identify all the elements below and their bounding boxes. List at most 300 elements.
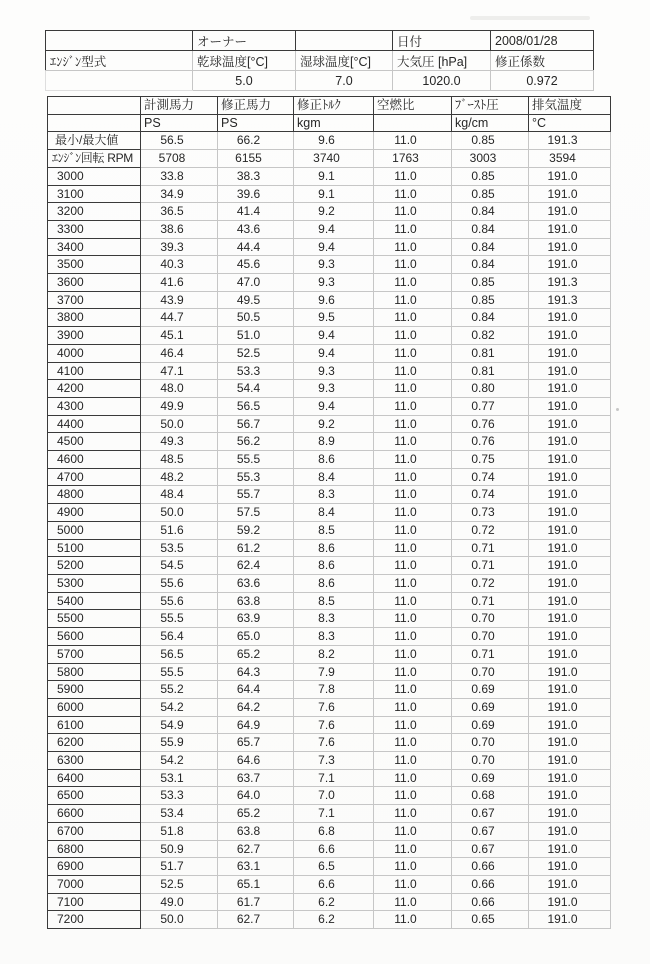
data-value-0: 54.5 [141, 557, 218, 575]
unit-cell-5: kg/cm [452, 114, 529, 132]
info-cell-r0c3: 日付 [393, 31, 491, 51]
data-value-5: 191.0 [529, 504, 611, 522]
data-value-5: 191.0 [529, 716, 611, 734]
data-value-2: 9.5 [294, 309, 374, 327]
rpm-data-row [48, 397, 611, 415]
data-table [47, 96, 611, 929]
data-value-2: 9.6 [294, 291, 374, 309]
data-value-5: 191.0 [529, 167, 611, 185]
data-value-4: 0.81 [452, 362, 529, 380]
rpm-data-row [48, 787, 611, 805]
info-cell-r2c4: 0.972 [491, 71, 594, 91]
rpm-label: 6600 [48, 805, 141, 823]
info-cell-r2c0 [46, 71, 193, 91]
data-value-4: 0.74 [452, 468, 529, 486]
data-value-4: 0.84 [452, 256, 529, 274]
rpm-data-row [48, 663, 611, 681]
data-value-1: 43.6 [218, 220, 294, 238]
rpm-label: 6300 [48, 752, 141, 770]
data-value-4: 0.75 [452, 451, 529, 469]
data-value-0: 45.1 [141, 327, 218, 345]
rpm-data-row [48, 539, 611, 557]
data-value-2: 9.4 [294, 238, 374, 256]
data-value-5: 191.0 [529, 805, 611, 823]
data-value-4: 0.82 [452, 327, 529, 345]
data-value-3: 11.0 [374, 557, 452, 575]
data-value-0: 41.6 [141, 274, 218, 292]
data-value-5: 191.0 [529, 875, 611, 893]
unit-cell-4 [374, 114, 452, 132]
data-value-2: 7.1 [294, 805, 374, 823]
summary-value-1: 66.2 [218, 132, 294, 150]
rpm-data-row [48, 557, 611, 575]
rpm-data-row [48, 468, 611, 486]
data-value-2: 7.3 [294, 752, 374, 770]
rpm-label: 5200 [48, 557, 141, 575]
info-cell-r1c3: 大気圧 [hPa] [393, 51, 491, 71]
data-value-1: 62.4 [218, 557, 294, 575]
info-cell-r1c1: 乾球温度[°C] [193, 51, 296, 71]
data-value-2: 8.6 [294, 539, 374, 557]
data-value-2: 6.8 [294, 822, 374, 840]
summary-value-5: 191.3 [529, 132, 611, 150]
data-value-0: 49.0 [141, 893, 218, 911]
data-value-3: 11.0 [374, 220, 452, 238]
data-value-5: 191.0 [529, 433, 611, 451]
data-value-5: 191.3 [529, 274, 611, 292]
data-value-3: 11.0 [374, 592, 452, 610]
data-value-1: 64.0 [218, 787, 294, 805]
data-value-0: 49.9 [141, 397, 218, 415]
rpm-label: 4400 [48, 415, 141, 433]
data-value-5: 191.0 [529, 256, 611, 274]
info-table [45, 30, 594, 91]
data-value-4: 0.84 [452, 220, 529, 238]
data-value-2: 9.3 [294, 256, 374, 274]
data-value-0: 51.6 [141, 521, 218, 539]
data-value-2: 6.5 [294, 858, 374, 876]
rpm-label: 3400 [48, 238, 141, 256]
summary-row-label: 最小/最大値 [48, 132, 141, 150]
data-value-2: 9.4 [294, 220, 374, 238]
rpm-label: 4900 [48, 504, 141, 522]
data-value-4: 0.65 [452, 911, 529, 929]
data-value-3: 11.0 [374, 663, 452, 681]
data-value-3: 11.0 [374, 185, 452, 203]
data-value-4: 0.67 [452, 822, 529, 840]
data-value-0: 53.5 [141, 539, 218, 557]
data-value-1: 63.6 [218, 574, 294, 592]
summary-value-3: 11.0 [374, 132, 452, 150]
data-value-1: 65.1 [218, 875, 294, 893]
data-value-5: 191.0 [529, 752, 611, 770]
data-value-3: 11.0 [374, 645, 452, 663]
data-value-1: 56.5 [218, 397, 294, 415]
unit-cell-3: kgm [294, 114, 374, 132]
rpm-label: 6500 [48, 787, 141, 805]
data-value-1: 63.7 [218, 769, 294, 787]
rpm-label: 7200 [48, 911, 141, 929]
info-cell-r1c4: 修正係数 [491, 51, 594, 71]
rpm-label: 4200 [48, 380, 141, 398]
data-value-0: 48.2 [141, 468, 218, 486]
summary-value-4: 3003 [452, 150, 529, 168]
data-value-4: 0.70 [452, 663, 529, 681]
info-cell-r2c1: 5.0 [193, 71, 296, 91]
data-value-4: 0.69 [452, 769, 529, 787]
data-value-3: 11.0 [374, 486, 452, 504]
info-cell-r0c4: 2008/01/28 [491, 31, 594, 51]
data-value-1: 63.9 [218, 610, 294, 628]
data-value-2: 8.5 [294, 521, 374, 539]
data-value-0: 44.7 [141, 309, 218, 327]
data-value-1: 62.7 [218, 840, 294, 858]
column-header-0 [48, 97, 141, 115]
data-value-2: 6.2 [294, 893, 374, 911]
data-value-0: 38.6 [141, 220, 218, 238]
data-value-0: 50.0 [141, 504, 218, 522]
rpm-label: 5900 [48, 681, 141, 699]
data-value-2: 7.6 [294, 734, 374, 752]
rpm-label: 4600 [48, 451, 141, 469]
data-value-2: 8.6 [294, 574, 374, 592]
rpm-data-row [48, 769, 611, 787]
data-value-3: 11.0 [374, 362, 452, 380]
data-value-4: 0.70 [452, 610, 529, 628]
data-value-5: 191.0 [529, 521, 611, 539]
data-value-5: 191.0 [529, 220, 611, 238]
info-row [46, 71, 594, 91]
data-value-3: 11.0 [374, 769, 452, 787]
data-value-0: 55.6 [141, 592, 218, 610]
rpm-label: 5500 [48, 610, 141, 628]
column-header-1: 計測馬力 [141, 97, 218, 115]
data-value-1: 47.0 [218, 274, 294, 292]
data-value-2: 6.6 [294, 840, 374, 858]
data-value-5: 191.0 [529, 574, 611, 592]
data-value-1: 65.7 [218, 734, 294, 752]
data-value-3: 11.0 [374, 327, 452, 345]
data-value-1: 57.5 [218, 504, 294, 522]
info-cell-r2c2: 7.0 [296, 71, 393, 91]
data-value-3: 11.0 [374, 752, 452, 770]
unit-cell-0 [48, 114, 141, 132]
data-value-0: 55.5 [141, 663, 218, 681]
data-value-2: 7.6 [294, 716, 374, 734]
data-value-0: 50.9 [141, 840, 218, 858]
info-cell-r0c1: オーナー [193, 31, 296, 51]
data-value-2: 9.3 [294, 362, 374, 380]
rpm-data-row [48, 238, 611, 256]
rpm-data-row [48, 327, 611, 345]
data-value-0: 55.9 [141, 734, 218, 752]
rpm-label: 4000 [48, 344, 141, 362]
data-value-3: 11.0 [374, 415, 452, 433]
rpm-data-row [48, 521, 611, 539]
data-value-0: 56.4 [141, 628, 218, 646]
data-value-0: 50.0 [141, 415, 218, 433]
data-value-1: 50.5 [218, 309, 294, 327]
data-value-2: 8.4 [294, 504, 374, 522]
data-value-5: 191.0 [529, 822, 611, 840]
data-value-5: 191.0 [529, 893, 611, 911]
data-value-0: 34.9 [141, 185, 218, 203]
rpm-data-row [48, 451, 611, 469]
data-value-5: 191.0 [529, 858, 611, 876]
data-value-3: 11.0 [374, 822, 452, 840]
data-value-2: 7.6 [294, 698, 374, 716]
rpm-data-row [48, 893, 611, 911]
summary-value-0: 5708 [141, 150, 218, 168]
rpm-data-row [48, 291, 611, 309]
data-value-4: 0.71 [452, 557, 529, 575]
rpm-data-row [48, 220, 611, 238]
unit-cell-6: °C [529, 114, 611, 132]
data-value-2: 8.6 [294, 557, 374, 575]
data-value-1: 63.8 [218, 822, 294, 840]
data-value-1: 53.3 [218, 362, 294, 380]
summary-value-2: 9.6 [294, 132, 374, 150]
rpm-label: 5700 [48, 645, 141, 663]
rpm-label: 6800 [48, 840, 141, 858]
data-value-3: 11.0 [374, 805, 452, 823]
data-value-0: 40.3 [141, 256, 218, 274]
rpm-data-row [48, 628, 611, 646]
data-value-5: 191.0 [529, 840, 611, 858]
data-value-2: 8.2 [294, 645, 374, 663]
summary-value-4: 0.85 [452, 132, 529, 150]
summary-value-5: 3594 [529, 150, 611, 168]
info-table-body [46, 31, 594, 91]
data-value-5: 191.0 [529, 787, 611, 805]
data-value-1: 59.2 [218, 521, 294, 539]
data-value-0: 51.8 [141, 822, 218, 840]
rpm-label: 3500 [48, 256, 141, 274]
summary-value-0: 56.5 [141, 132, 218, 150]
data-value-3: 11.0 [374, 734, 452, 752]
scan-artifact-dot [616, 408, 619, 411]
data-value-5: 191.3 [529, 291, 611, 309]
data-value-3: 11.0 [374, 256, 452, 274]
data-value-0: 36.5 [141, 203, 218, 221]
data-value-4: 0.84 [452, 309, 529, 327]
column-header-4: 空燃比 [374, 97, 452, 115]
rpm-label: 4300 [48, 397, 141, 415]
data-value-1: 55.3 [218, 468, 294, 486]
data-value-2: 7.9 [294, 663, 374, 681]
data-value-2: 9.2 [294, 203, 374, 221]
data-value-1: 51.0 [218, 327, 294, 345]
data-value-1: 64.3 [218, 663, 294, 681]
data-value-2: 9.2 [294, 415, 374, 433]
rpm-label: 3300 [48, 220, 141, 238]
data-value-5: 191.0 [529, 397, 611, 415]
rpm-data-row [48, 415, 611, 433]
data-value-3: 11.0 [374, 167, 452, 185]
data-value-2: 9.1 [294, 185, 374, 203]
rpm-data-row [48, 840, 611, 858]
data-value-1: 45.6 [218, 256, 294, 274]
data-value-2: 8.5 [294, 592, 374, 610]
rpm-label: 5300 [48, 574, 141, 592]
data-value-4: 0.85 [452, 167, 529, 185]
data-value-2: 7.1 [294, 769, 374, 787]
info-cell-r0c2 [296, 31, 393, 51]
info-cell-r2c3: 1020.0 [393, 71, 491, 91]
rpm-data-row [48, 858, 611, 876]
data-value-0: 55.6 [141, 574, 218, 592]
column-header-row [48, 97, 611, 115]
data-value-5: 191.0 [529, 645, 611, 663]
data-value-2: 8.6 [294, 451, 374, 469]
rpm-data-row [48, 734, 611, 752]
data-value-0: 54.2 [141, 752, 218, 770]
data-value-4: 0.69 [452, 716, 529, 734]
data-value-4: 0.71 [452, 645, 529, 663]
data-value-5: 191.0 [529, 663, 611, 681]
data-value-3: 11.0 [374, 344, 452, 362]
data-value-1: 61.7 [218, 893, 294, 911]
unit-row [48, 114, 611, 132]
column-header-5: ﾌﾞｰｽﾄ圧 [452, 97, 529, 115]
data-value-2: 8.9 [294, 433, 374, 451]
rpm-data-row [48, 433, 611, 451]
rpm-label: 6700 [48, 822, 141, 840]
data-value-1: 64.6 [218, 752, 294, 770]
data-value-1: 65.0 [218, 628, 294, 646]
rpm-data-row [48, 911, 611, 929]
rpm-label: 4700 [48, 468, 141, 486]
data-value-3: 11.0 [374, 911, 452, 929]
data-value-3: 11.0 [374, 451, 452, 469]
data-value-4: 0.69 [452, 681, 529, 699]
data-value-1: 56.7 [218, 415, 294, 433]
data-value-0: 46.4 [141, 344, 218, 362]
data-value-0: 48.0 [141, 380, 218, 398]
rpm-label: 3900 [48, 327, 141, 345]
data-value-0: 50.0 [141, 911, 218, 929]
data-value-3: 11.0 [374, 504, 452, 522]
data-value-0: 53.4 [141, 805, 218, 823]
unit-cell-1: PS [141, 114, 218, 132]
data-value-1: 52.5 [218, 344, 294, 362]
rpm-label: 3800 [48, 309, 141, 327]
rpm-label: 4500 [48, 433, 141, 451]
data-value-4: 0.74 [452, 486, 529, 504]
rpm-label: 3600 [48, 274, 141, 292]
data-value-0: 33.8 [141, 167, 218, 185]
rpm-label: 4100 [48, 362, 141, 380]
data-value-3: 11.0 [374, 574, 452, 592]
rpm-data-row [48, 574, 611, 592]
data-value-3: 11.0 [374, 203, 452, 221]
data-value-0: 54.9 [141, 716, 218, 734]
data-value-4: 0.71 [452, 539, 529, 557]
data-value-1: 56.2 [218, 433, 294, 451]
rpm-data-row [48, 752, 611, 770]
data-value-4: 0.66 [452, 893, 529, 911]
column-header-2: 修正馬力 [218, 97, 294, 115]
rpm-label: 7000 [48, 875, 141, 893]
info-cell-r0c0 [46, 31, 193, 51]
data-value-5: 191.0 [529, 486, 611, 504]
data-value-0: 47.1 [141, 362, 218, 380]
rpm-data-row [48, 504, 611, 522]
data-value-5: 191.0 [529, 327, 611, 345]
data-value-4: 0.72 [452, 521, 529, 539]
rpm-label: 6900 [48, 858, 141, 876]
data-value-0: 39.3 [141, 238, 218, 256]
data-value-2: 9.4 [294, 344, 374, 362]
data-table-body [48, 97, 611, 929]
data-value-5: 191.0 [529, 362, 611, 380]
rpm-data-row [48, 309, 611, 327]
rpm-label: 3000 [48, 167, 141, 185]
column-header-3: 修正ﾄﾙｸ [294, 97, 374, 115]
data-value-4: 0.67 [452, 805, 529, 823]
data-value-0: 53.1 [141, 769, 218, 787]
data-value-1: 64.4 [218, 681, 294, 699]
data-value-4: 0.76 [452, 433, 529, 451]
data-value-4: 0.71 [452, 592, 529, 610]
data-value-0: 55.2 [141, 681, 218, 699]
data-value-3: 11.0 [374, 380, 452, 398]
rpm-data-row [48, 344, 611, 362]
data-value-0: 51.7 [141, 858, 218, 876]
scan-smudge [470, 16, 590, 20]
data-value-1: 65.2 [218, 805, 294, 823]
data-value-1: 64.2 [218, 698, 294, 716]
data-value-3: 11.0 [374, 787, 452, 805]
data-value-0: 53.3 [141, 787, 218, 805]
data-value-2: 6.2 [294, 911, 374, 929]
data-value-3: 11.0 [374, 397, 452, 415]
column-header-6: 排気温度 [529, 97, 611, 115]
data-value-4: 0.70 [452, 628, 529, 646]
rpm-data-row [48, 380, 611, 398]
data-value-4: 0.84 [452, 203, 529, 221]
data-value-1: 64.9 [218, 716, 294, 734]
data-value-3: 11.0 [374, 716, 452, 734]
data-value-1: 63.1 [218, 858, 294, 876]
data-value-3: 11.0 [374, 610, 452, 628]
data-value-3: 11.0 [374, 840, 452, 858]
rpm-data-row [48, 274, 611, 292]
data-value-0: 52.5 [141, 875, 218, 893]
data-value-5: 191.0 [529, 911, 611, 929]
rpm-label: 6100 [48, 716, 141, 734]
data-value-2: 8.3 [294, 610, 374, 628]
rpm-data-row [48, 875, 611, 893]
data-value-5: 191.0 [529, 610, 611, 628]
data-value-3: 11.0 [374, 309, 452, 327]
data-value-0: 43.9 [141, 291, 218, 309]
data-value-2: 7.0 [294, 787, 374, 805]
unit-cell-2: PS [218, 114, 294, 132]
data-value-4: 0.72 [452, 574, 529, 592]
data-value-2: 8.3 [294, 628, 374, 646]
data-value-3: 11.0 [374, 681, 452, 699]
data-value-4: 0.70 [452, 752, 529, 770]
data-value-5: 191.0 [529, 309, 611, 327]
rpm-data-row [48, 592, 611, 610]
data-value-5: 191.0 [529, 451, 611, 469]
rpm-label: 6200 [48, 734, 141, 752]
data-value-0: 49.3 [141, 433, 218, 451]
data-value-0: 56.5 [141, 645, 218, 663]
data-value-3: 11.0 [374, 238, 452, 256]
data-value-1: 54.4 [218, 380, 294, 398]
